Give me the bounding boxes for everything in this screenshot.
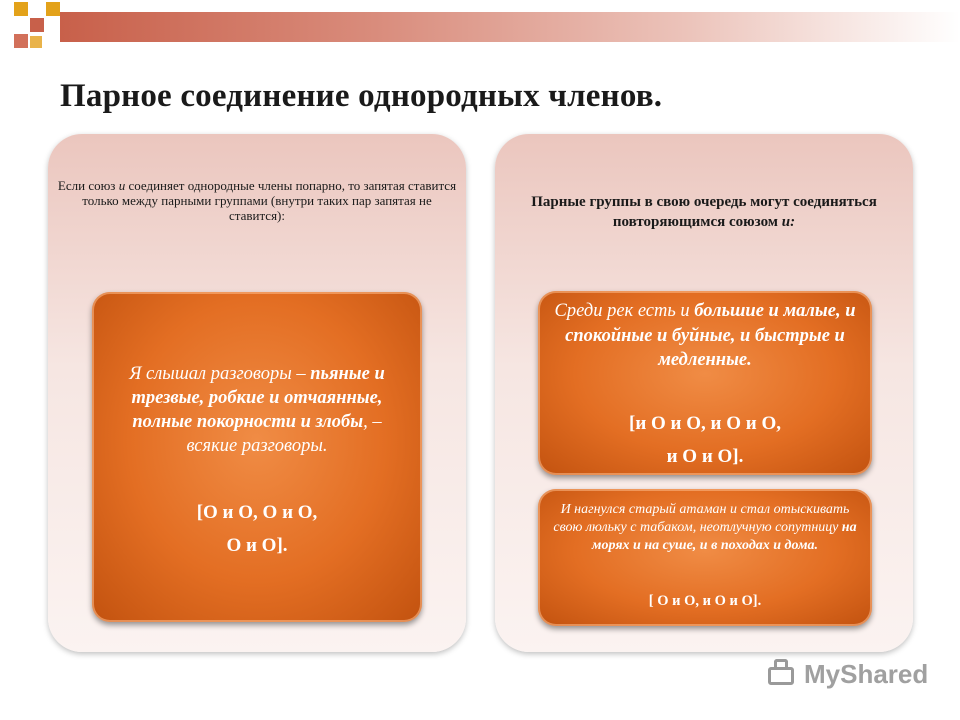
scheme-line: О и О]. — [226, 535, 288, 556]
intro-text-part: соединяет однородные члены попарно, то запятая ставится только между парными группами (внутри таких пар запятая не ставится): — [82, 178, 457, 223]
example-card-pairs — [92, 292, 422, 622]
sentence-part: Я слышал разговоры – — [129, 364, 311, 384]
decor-square-gold — [46, 2, 60, 16]
myshared-watermark[interactable] — [766, 656, 936, 692]
homogeneous-members: пьяные и трезвые, робкие и отчаянные, полные покорности и злобы — [131, 364, 385, 432]
example-sentence — [106, 362, 408, 458]
watermark-text: MyShared — [804, 658, 929, 689]
briefcase-icon — [766, 659, 798, 689]
slide-title: Парное соединение однородных членов. — [60, 78, 663, 114]
right-intro-text — [505, 192, 903, 232]
scheme-line: [О и О, О и О, — [196, 502, 318, 523]
example-card-repeated-union — [538, 291, 872, 475]
example-sentence — [548, 501, 862, 555]
union-word: и — [118, 178, 126, 193]
union-word: и: — [781, 214, 796, 230]
header-gradient-bar — [60, 12, 960, 42]
example-sentence — [552, 299, 858, 373]
homogeneous-members: большие и малые, и спокойные и буйные, и быстрые и медленные. — [565, 301, 856, 370]
example-scheme: [ О и О, и О и О]. — [648, 593, 762, 609]
intro-text-part: Парные группы в свою очередь могут соединяться повторяющимся союзом — [531, 194, 877, 230]
sentence-part: И нагнулся старый атаман и стал отыскивать свою люльку с табаком, неотлучную сопутницу — [553, 502, 850, 535]
example-scheme — [538, 407, 872, 473]
sentence-part: , – всякие разговоры. — [186, 412, 382, 456]
decor-square-gold — [14, 2, 28, 16]
homogeneous-members: на морях и на суше, и в походах и дома. — [591, 520, 857, 553]
scheme-line: и О и О]. — [666, 446, 744, 467]
left-intro-text — [56, 178, 458, 223]
decor-square-red — [30, 18, 44, 32]
example-card-ataman — [538, 489, 872, 626]
example-scheme — [92, 496, 422, 562]
scheme-line: [и О и О, и О и О, — [629, 413, 781, 434]
decor-square-red — [14, 34, 28, 48]
decor-square-gold — [30, 36, 42, 48]
sentence-part: Среди рек есть и — [554, 301, 695, 321]
intro-text-part: Если союз — [57, 178, 119, 193]
